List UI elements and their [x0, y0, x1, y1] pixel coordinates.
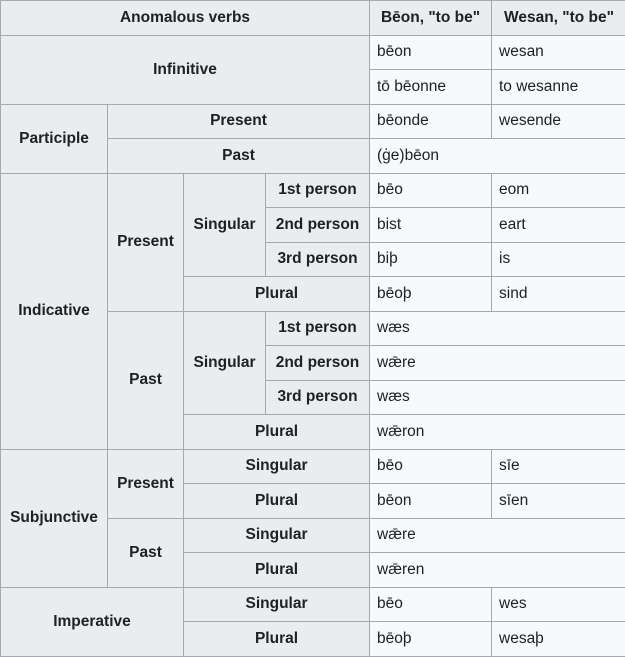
form-cell: sīen [492, 484, 625, 519]
form-cell: bēonde [370, 104, 492, 139]
row-header-singular: Singular [184, 518, 370, 553]
form-cell: (ġe)bēon [370, 139, 625, 174]
table-row [1, 104, 625, 139]
form-cell: wesende [492, 104, 625, 139]
row-header-plural: Plural [184, 553, 370, 588]
table-row [1, 587, 625, 622]
form-cell: eart [492, 208, 625, 243]
form-cell: bēoþ [370, 622, 492, 657]
row-header-plural: Plural [184, 622, 370, 657]
row-header-indicative: Indicative [1, 173, 108, 449]
row-header-infinitive: Infinitive [1, 35, 370, 104]
form-cell: bēo [370, 173, 492, 208]
table-row [1, 35, 625, 70]
form-cell: wǣre [370, 346, 625, 381]
row-header-present: Present [108, 104, 370, 139]
row-header-first-person: 1st person [266, 311, 370, 346]
form-cell: to wesanne [492, 70, 625, 105]
form-cell: wesan [492, 35, 625, 70]
form-cell: bēoþ [370, 277, 492, 312]
form-cell: tō bēonne [370, 70, 492, 105]
table-row [1, 449, 625, 484]
row-header-subjunctive: Subjunctive [1, 449, 108, 587]
form-cell: wesaþ [492, 622, 625, 657]
row-header-past: Past [108, 518, 184, 587]
form-cell: is [492, 242, 625, 277]
form-cell: wǣre [370, 518, 625, 553]
row-header-singular: Singular [184, 449, 370, 484]
row-header-plural: Plural [184, 415, 370, 450]
table-row [1, 173, 625, 208]
form-cell: bēo [370, 449, 492, 484]
form-cell: biþ [370, 242, 492, 277]
row-header-plural: Plural [184, 277, 370, 312]
row-header-plural: Plural [184, 484, 370, 519]
row-header-third-person: 3rd person [266, 380, 370, 415]
form-cell: bēon [370, 35, 492, 70]
form-cell: eom [492, 173, 625, 208]
table-title: Anomalous verbs [1, 1, 370, 36]
column-header-wesan: Wesan, "to be" [492, 1, 625, 36]
row-header-second-person: 2nd person [266, 346, 370, 381]
column-header-beon: Bēon, "to be" [370, 1, 492, 36]
row-header-past: Past [108, 311, 184, 449]
form-cell: bist [370, 208, 492, 243]
row-header-present: Present [108, 449, 184, 518]
form-cell: wes [492, 587, 625, 622]
form-cell: wæs [370, 311, 625, 346]
form-cell: wæs [370, 380, 625, 415]
row-header-singular: Singular [184, 587, 370, 622]
form-cell: sīe [492, 449, 625, 484]
form-cell: wǣren [370, 553, 625, 588]
row-header-second-person: 2nd person [266, 208, 370, 243]
row-header-third-person: 3rd person [266, 242, 370, 277]
table-row [1, 1, 625, 36]
form-cell: wǣron [370, 415, 625, 450]
row-header-singular: Singular [184, 173, 266, 277]
row-header-past: Past [108, 139, 370, 174]
row-header-participle: Participle [1, 104, 108, 173]
form-cell: bēon [370, 484, 492, 519]
form-cell: bēo [370, 587, 492, 622]
row-header-present: Present [108, 173, 184, 311]
row-header-singular: Singular [184, 311, 266, 415]
row-header-imperative: Imperative [1, 587, 184, 656]
row-header-first-person: 1st person [266, 173, 370, 208]
form-cell: sind [492, 277, 625, 312]
